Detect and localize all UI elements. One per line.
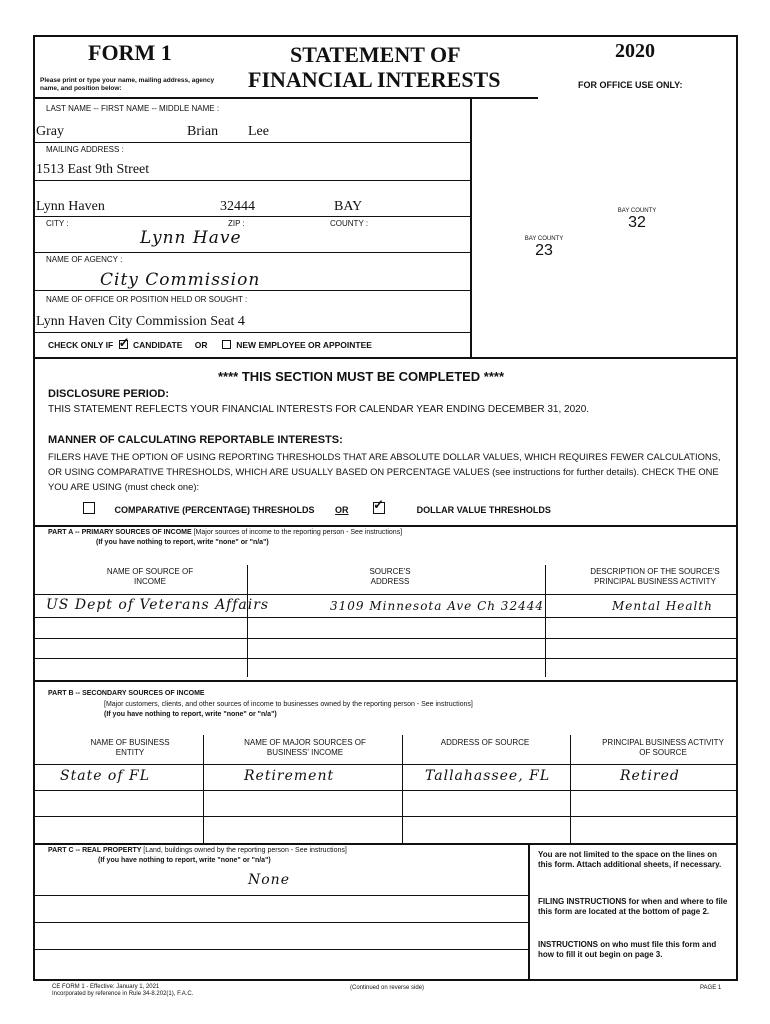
rule	[33, 638, 738, 639]
part-c-row1[interactable]: None	[248, 872, 290, 888]
part-a-row1-name[interactable]: US Dept of Veterans Affairs	[46, 597, 270, 613]
candidate-checkbox[interactable]	[119, 340, 128, 349]
city-label: CITY :	[46, 219, 69, 228]
rule	[33, 680, 738, 682]
rule	[33, 525, 738, 527]
manner-text: FILERS HAVE THE OPTION OF USING REPORTING THRESHOLDS THAT ARE ABSOLUTE DOLLAR VALUES, WHICH REQUIRES FEWER CALCULATIONS, OR USING COMPARATIVE THRESHOLDS, WHICH ARE USUALLY BASED ON PERCENTAGE VALUES (see instructions for further details). CHECK THE ONE YOU ARE USING (must check one):	[48, 451, 721, 492]
part-b-col4: PRINCIPAL BUSINESS ACTIVITY OF SOURCE	[602, 738, 724, 757]
part-b-col2: NAME OF MAJOR SOURCES OF BUSINESS' INCOME	[244, 738, 366, 757]
zip-label: ZIP :	[228, 219, 245, 228]
office-use-label: FOR OFFICE USE ONLY:	[578, 80, 683, 90]
rule	[33, 895, 528, 896]
part-a-title-text: PART A -- PRIMARY SOURCES OF INCOME	[48, 529, 192, 536]
new-employee-checkbox[interactable]	[222, 340, 231, 349]
zip-value[interactable]: 32444	[220, 199, 255, 214]
footer-center: (Continued on reverse side)	[350, 985, 425, 991]
col-divider	[247, 565, 248, 677]
rule	[33, 594, 738, 595]
part-a-note2: (If you have nothing to report, write "none" or "n/a")	[96, 539, 269, 546]
new-employee-label: NEW EMPLOYEE OR APPOINTEE	[236, 340, 372, 350]
part-b-col3: ADDRESS OF SOURCE	[440, 738, 530, 747]
rule	[33, 816, 738, 817]
header-rule	[33, 97, 538, 99]
part-c-title-text: PART C -- REAL PROPERTY	[48, 847, 142, 854]
or-label: OR	[194, 340, 208, 350]
manner-heading: MANNER OF CALCULATING REPORTABLE INTERESTS:	[48, 434, 343, 446]
stamp-text: BAY COUNTY	[524, 236, 564, 242]
part-a-title	[48, 529, 402, 536]
col-divider	[570, 735, 571, 843]
part-b-row1-activity[interactable]: Retired	[620, 768, 680, 784]
county-stamp	[614, 204, 660, 250]
part-a-note: [Major sources of income to the reporting person - See instructions]	[193, 529, 403, 536]
rule	[33, 922, 528, 923]
first-name[interactable]: Brian	[187, 124, 219, 139]
part-c-note2: (If you have nothing to report, write "none" or "n/a")	[98, 857, 271, 864]
print-instructions: Please print or type your name, mailing address, agency name, and position below:	[40, 77, 215, 92]
rule	[33, 332, 471, 333]
city-handwritten: Lynn Have	[140, 228, 242, 248]
part-a-col3: DESCRIPTION OF THE SOURCE'S PRINCIPAL BUSINESS ACTIVITY	[590, 567, 720, 586]
county-stamp	[521, 232, 567, 278]
stamp-text: BAY COUNTY	[617, 208, 657, 214]
comparative-label: COMPARATIVE (PERCENTAGE) THRESHOLDS	[114, 505, 315, 515]
rule	[33, 180, 471, 181]
last-name[interactable]: Gray	[36, 124, 64, 139]
section-header: **** THIS SECTION MUST BE COMPLETED ****	[218, 369, 505, 384]
rule	[33, 290, 471, 291]
agency-label: NAME OF AGENCY :	[46, 255, 123, 264]
check-only-label: CHECK ONLY IF	[48, 340, 114, 350]
footer-left-1: CE FORM 1 - Effective: January 1, 2021	[52, 984, 160, 990]
form-title-line1: STATEMENT OF	[290, 42, 461, 67]
office-value[interactable]: Lynn Haven City Commission Seat 4	[36, 314, 245, 329]
mailing-label: MAILING ADDRESS :	[46, 145, 124, 154]
rule	[33, 949, 528, 950]
rule	[33, 252, 471, 253]
mailing-address[interactable]: 1513 East 9th Street	[36, 162, 150, 177]
disclosure-heading: DISCLOSURE PERIOD:	[48, 388, 170, 400]
part-b-row1-address[interactable]: Tallahassee, FL	[425, 768, 551, 784]
agency-value[interactable]: City Commission	[100, 270, 261, 290]
name-block-right-edge	[470, 97, 472, 357]
or-underlined: OR	[335, 505, 349, 515]
comparative-checkbox[interactable]	[83, 502, 95, 514]
threshold-row	[80, 502, 551, 515]
part-b-title: PART B -- SECONDARY SOURCES OF INCOME	[48, 690, 205, 697]
footer-left-2: Incorporated by reference in Rule 34-8.202(1), F.A.C.	[52, 991, 194, 997]
office-label: NAME OF OFFICE OR POSITION HELD OR SOUGHT :	[46, 295, 248, 304]
form-title-line2: FINANCIAL INTERESTS	[248, 67, 501, 92]
part-c-title	[48, 847, 347, 854]
rule	[33, 357, 738, 359]
middle-name[interactable]: Lee	[248, 124, 269, 139]
rule	[33, 764, 738, 765]
part-b-row1-entity[interactable]: State of FL	[60, 768, 150, 784]
county-label: COUNTY :	[330, 219, 369, 228]
col-divider	[545, 565, 546, 677]
candidate-label: CANDIDATE	[132, 340, 183, 350]
rule	[33, 142, 471, 143]
col-divider	[203, 735, 204, 843]
side-note-2: FILING INSTRUCTIONS for when and where to file this form are located at the bottom of page 2.	[538, 897, 728, 916]
rule	[33, 216, 471, 217]
form-number: FORM 1	[88, 40, 172, 65]
part-a-row1-address[interactable]: 3109 Minnesota Ave Ch 32444	[330, 599, 544, 613]
dollar-label: DOLLAR VALUE THRESHOLDS	[416, 505, 551, 515]
part-c-note: [Land, buildings owned by the reporting person - See instructions]	[143, 847, 347, 854]
part-a-col2: SOURCE'S ADDRESS	[369, 567, 411, 586]
part-b-row1-source[interactable]: Retirement	[244, 768, 335, 784]
check-only-row	[48, 340, 372, 350]
footer-right: PAGE 1	[700, 985, 722, 991]
stamp-number: 32	[628, 214, 646, 231]
part-a-row1-desc[interactable]: Mental Health	[612, 599, 713, 613]
part-b-note2: (If you have nothing to report, write "none" or "n/a")	[104, 711, 277, 718]
rule	[33, 843, 738, 845]
part-b-col1: NAME OF BUSINESS ENTITY	[90, 738, 170, 757]
form-year: 2020	[615, 40, 655, 62]
name-label: LAST NAME -- FIRST NAME -- MIDDLE NAME :	[46, 104, 220, 113]
col-divider	[402, 735, 403, 843]
county-value[interactable]: BAY	[334, 199, 363, 214]
side-note-1: You are not limited to the space on the lines on this form. Attach additional sheets, if necessary.	[538, 850, 722, 869]
rule	[33, 790, 738, 791]
rule	[33, 617, 738, 618]
part-b-note: [Major customers, clients, and other sources of income to businesses owned by the reporting person - See instructions]	[104, 701, 473, 708]
part-a-col1: NAME OF SOURCE OF INCOME	[106, 567, 194, 586]
stamp-number: 23	[535, 242, 553, 259]
side-note-3: INSTRUCTIONS on who must file this form and how to fill it out begin on page 3.	[538, 940, 717, 959]
col-divider	[528, 843, 530, 981]
rule	[33, 658, 738, 659]
dollar-checkbox[interactable]	[373, 502, 385, 514]
disclosure-text: THIS STATEMENT REFLECTS YOUR FINANCIAL INTERESTS FOR CALENDAR YEAR ENDING DECEMBER 31, 2020.	[48, 404, 590, 415]
city-value[interactable]: Lynn Haven	[36, 199, 105, 214]
